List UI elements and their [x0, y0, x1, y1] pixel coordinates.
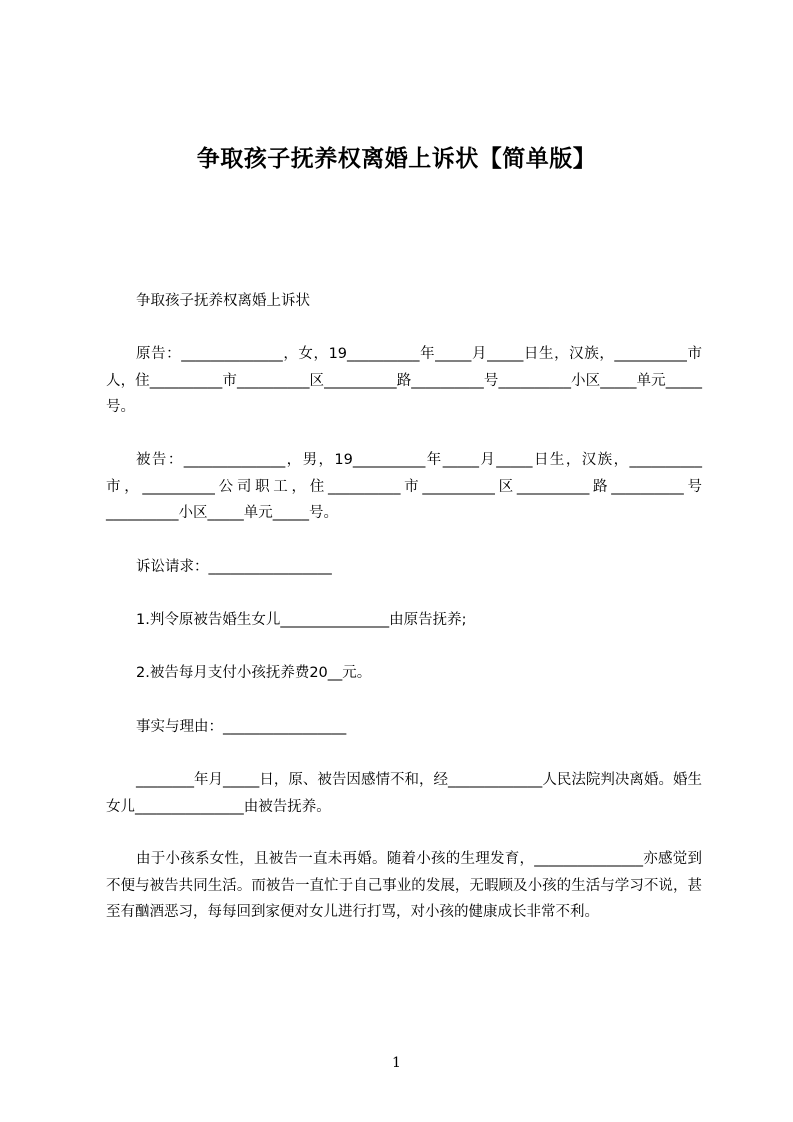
- claim-item-2: 2.被告每月支付小孩抚养费20__元。: [136, 665, 372, 681]
- facts-heading: 事实与理由：_________________: [136, 719, 347, 735]
- claims-heading: 诉讼请求：_________________: [136, 559, 332, 575]
- claim-item-1: 1.判令原被告婚生女儿_______________由原告抚养;: [136, 612, 467, 628]
- document-subtitle: 争取孩子抚养权离婚上诉状: [136, 293, 310, 309]
- defendant-paragraph: 被告：______________，男，19__________年_____月_____日生，汉族，__________市，__________公司职工，住__________市__________区__________路__________号__________小区_____单元_____号。: [106, 452, 702, 521]
- document-title: 争取孩子抚养权离婚上诉状【简单版】: [196, 146, 597, 172]
- plaintiff-paragraph: 原告：______________，女，19__________年_____月_____日生，汉族，__________市人，住__________市__________区__________路__________号__________小区_____单元_____号。: [106, 346, 702, 415]
- facts-paragraph-1: ________年月_____日，原、被告因感情不和，经_____________人民法院判决离婚。婚生女儿_______________由被告抚养。: [106, 772, 702, 815]
- page-number: 1: [392, 1055, 401, 1071]
- facts-paragraph-2: 由于小孩系女性，且被告一直未再婚。随着小孩的生理发育，_______________亦感觉到不便与被告共同生活。而被告一直忙于自己事业的发展，无暇顾及小孩的生活与学习不说，甚至有酗酒恶习，每每回到家便对女儿进行打骂，对小孩的健康成长非常不利。: [106, 851, 702, 920]
